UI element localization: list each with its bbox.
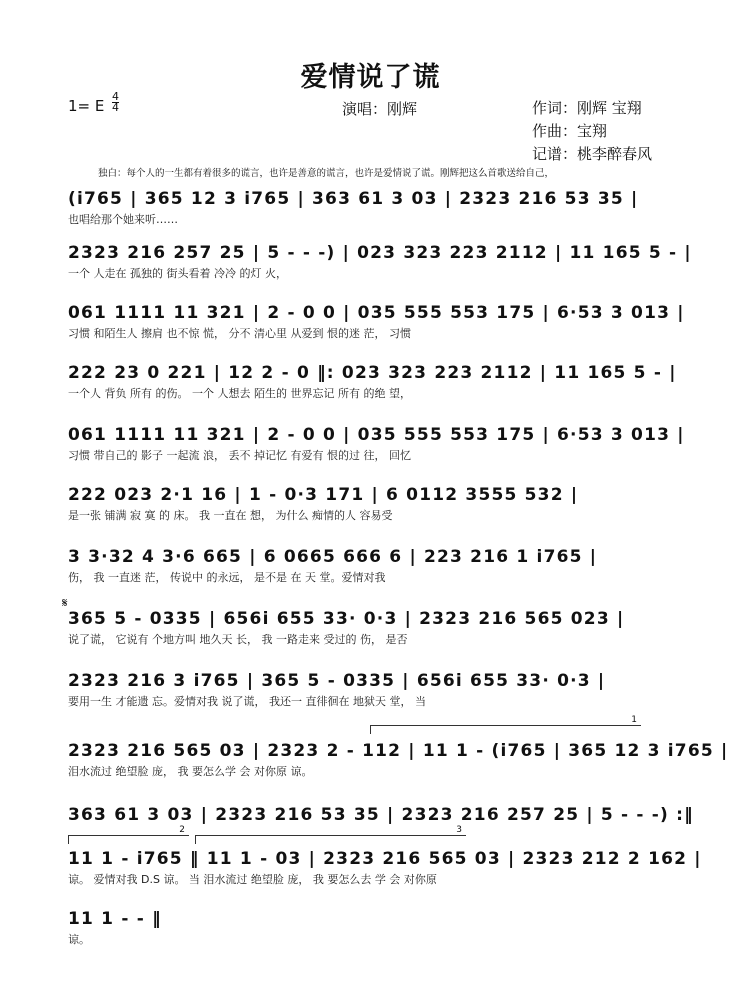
lyric-row: 一个人 背负 所有 的伤。 一个 人想去 陌生的 世界忘记 所有 的绝 望， bbox=[68, 387, 411, 400]
lyric-row: 伤， 我 一直迷 茫， 传说中 的永远， 是不是 在 天 堂。爱情对我 bbox=[68, 571, 386, 584]
lyric-row: 习惯 带自己的 影子 一起流 浪， 丢不 掉记忆 有爱有 恨的过 往， 回忆 bbox=[68, 449, 411, 462]
lyric-row: 也唱给那个她来听…… bbox=[68, 213, 178, 226]
transcriber-credit: 记谱：桃李醉春风 bbox=[532, 145, 653, 163]
lyric-row: 泪水流过 绝望脸 庞， 我 要怎么学 会 对你原 谅。 bbox=[68, 765, 313, 778]
composer-credit: 作曲：宝翔 bbox=[532, 122, 608, 140]
intro-monologue: 独白：每个人的一生都有着很多的谎言，也许是善意的谎言，也许是爱情说了谎。刚辉把这么首歌送给自己， bbox=[98, 168, 555, 179]
time-signature-bottom: 4 bbox=[112, 101, 119, 114]
notation-row: 2323 216 565 03 | 2323 2 - 112 | 11 1 - (i765 | 365 12 3 i765 | bbox=[68, 741, 729, 761]
lyric-row: 习惯 和陌生人 擦肩 也不惊 慌， 分不 清心里 从爱到 恨的迷 茫， 习惯 bbox=[68, 327, 411, 340]
notation-row: 365 5 - 0335 | 656i 655 33· 0·3 | 2323 216 565 023 | bbox=[68, 609, 625, 629]
notation-row: (i765 | 365 12 3 i765 | 363 61 3 03 | 2323 216 53 35 | bbox=[68, 189, 639, 209]
notation-row: 3 3·32 4 3·6 665 | 6 0665 666 6 | 223 216 1 i765 | bbox=[68, 547, 598, 567]
lyric-row: 一个 人走在 孤独的 街头看着 冷冷 的灯 火， bbox=[68, 267, 287, 280]
lyric-row: 谅。 爱情对我 D.S 谅。 当 泪水流过 绝望脸 庞， 我 要怎么去 学 会 对你原 bbox=[68, 873, 437, 886]
lyric-row: 说了谎， 它说有 个地方叫 地久天 长， 我 一路走来 受过的 伤， 是否 bbox=[68, 633, 408, 646]
notation-row: 2323 216 3 i765 | 365 5 - 0335 | 656i 655 33· 0·3 | bbox=[68, 671, 606, 691]
time-signature bbox=[112, 92, 119, 113]
notation-row: 061 1111 11 321 | 2 - 0 0 | 035 555 553 175 | 6·53 3 013 | bbox=[68, 425, 685, 445]
singer-credit: 演唱：刚辉 bbox=[342, 100, 418, 118]
notation-row: 11 1 - - ‖ bbox=[68, 909, 162, 929]
segno-sign: 𝄋 bbox=[62, 596, 68, 611]
volta-1: 1 bbox=[370, 725, 641, 734]
notation-row: 222 023 2·1 16 | 1 - 0·3 171 | 6 0112 3555 532 | bbox=[68, 485, 579, 505]
notation-row: 061 1111 11 321 | 2 - 0 0 | 035 555 553 175 | 6·53 3 013 | bbox=[68, 303, 685, 323]
notation-row: 11 1 - i765 ‖ 11 1 - 03 | 2323 216 565 03 | 2323 212 2 162 | bbox=[68, 849, 702, 869]
lyric-row: 要用一生 才能遗 忘。爱情对我 说了谎， 我还一 直徘徊在 地狱天 堂， 当 bbox=[68, 695, 426, 708]
lyric-row: 谅。 bbox=[68, 933, 90, 946]
volta-2: 2 bbox=[68, 835, 189, 844]
notation-row: 222 23 0 221 | 12 2 - 0 ‖: 023 323 223 2112 | 11 165 5 - | bbox=[68, 363, 677, 383]
notation-row: 2323 216 257 25 | 5 - - -) | 023 323 223 2112 | 11 165 5 - | bbox=[68, 243, 692, 263]
key-signature: 1= E bbox=[68, 97, 105, 115]
song-title: 爱情说了谎 bbox=[300, 62, 441, 93]
time-signature-top: 4 bbox=[112, 90, 119, 103]
lyricist-credit: 作词：刚辉 宝翔 bbox=[532, 99, 642, 117]
notation-row: 363 61 3 03 | 2323 216 53 35 | 2323 216 257 25 | 5 - - -) :‖ bbox=[68, 805, 694, 825]
credits-block bbox=[532, 97, 652, 166]
volta-3: 3 bbox=[195, 835, 466, 844]
lyric-row: 是一张 铺满 寂 寞 的 床。 我 一直在 想， 为什么 痴情的人 容易受 bbox=[68, 509, 393, 522]
